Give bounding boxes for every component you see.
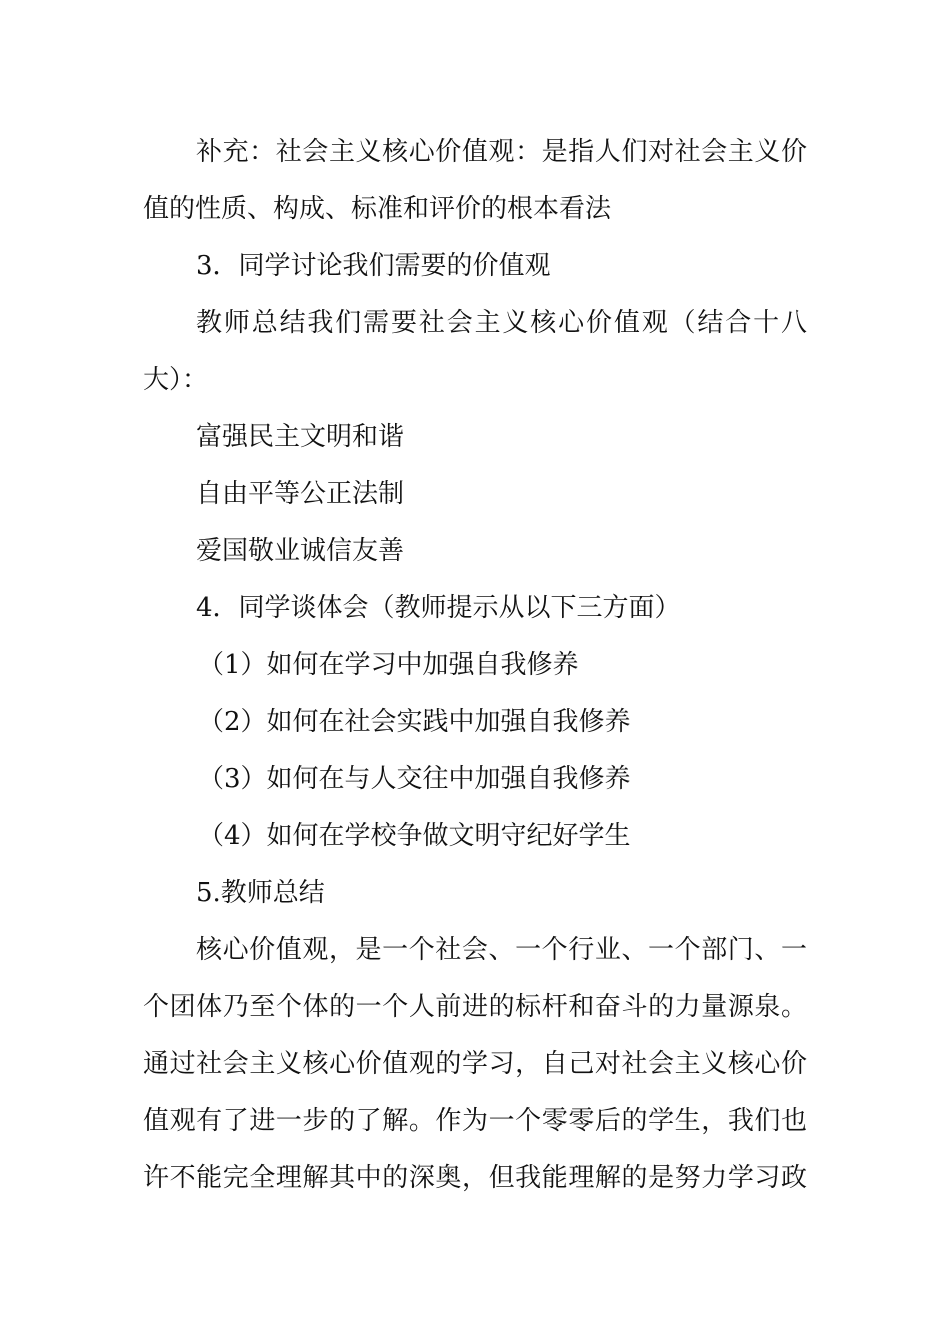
value-line-national: 富强民主文明和谐 bbox=[196, 422, 405, 452]
heading-step-5: 5.教师总结 bbox=[196, 878, 325, 908]
paragraph-teacher-summary-line-2: 大）： bbox=[143, 365, 209, 395]
heading-step-4: 4．同学谈体会（教师提示从以下三方面） bbox=[196, 593, 681, 623]
heading-step-3: 3．同学讨论我们需要的价值观 bbox=[196, 251, 551, 281]
paragraph-conclusion-line-4: 值观有了进一步的了解。作为一个零零后的学生，我们也 bbox=[143, 1106, 807, 1136]
value-line-social: 自由平等公正法制 bbox=[196, 479, 405, 509]
paragraph-conclusion-line-3: 通过社会主义核心价值观的学习，自己对社会主义核心价 bbox=[143, 1049, 807, 1079]
value-line-individual: 爱国敬业诚信友善 bbox=[196, 536, 405, 566]
sub-item-3: （3）如何在与人交往中加强自我修养 bbox=[198, 764, 631, 794]
sub-item-1: （1）如何在学习中加强自我修养 bbox=[198, 650, 579, 680]
paragraph-conclusion-line-5: 许不能完全理解其中的深奥，但我能理解的是努力学习政 bbox=[143, 1163, 807, 1193]
sub-item-4: （4）如何在学校争做文明守纪好学生 bbox=[198, 821, 631, 851]
paragraph-conclusion-line-1: 核心价值观，是一个社会、一个行业、一个部门、一 bbox=[196, 935, 807, 965]
paragraph-conclusion-line-2: 个团体乃至个体的一个人前进的标杆和奋斗的力量源泉。 bbox=[143, 992, 807, 1022]
sub-item-2: （2）如何在社会实践中加强自我修养 bbox=[198, 707, 631, 737]
paragraph-teacher-summary-line-1: 教师总结我们需要社会主义核心价值观（结合十八 bbox=[196, 308, 807, 338]
paragraph-supplement-line-1: 补充：社会主义核心价值观：是指人们对社会主义价 bbox=[196, 137, 807, 167]
paragraph-supplement-line-2: 值的性质、构成、标准和评价的根本看法 bbox=[143, 194, 612, 224]
